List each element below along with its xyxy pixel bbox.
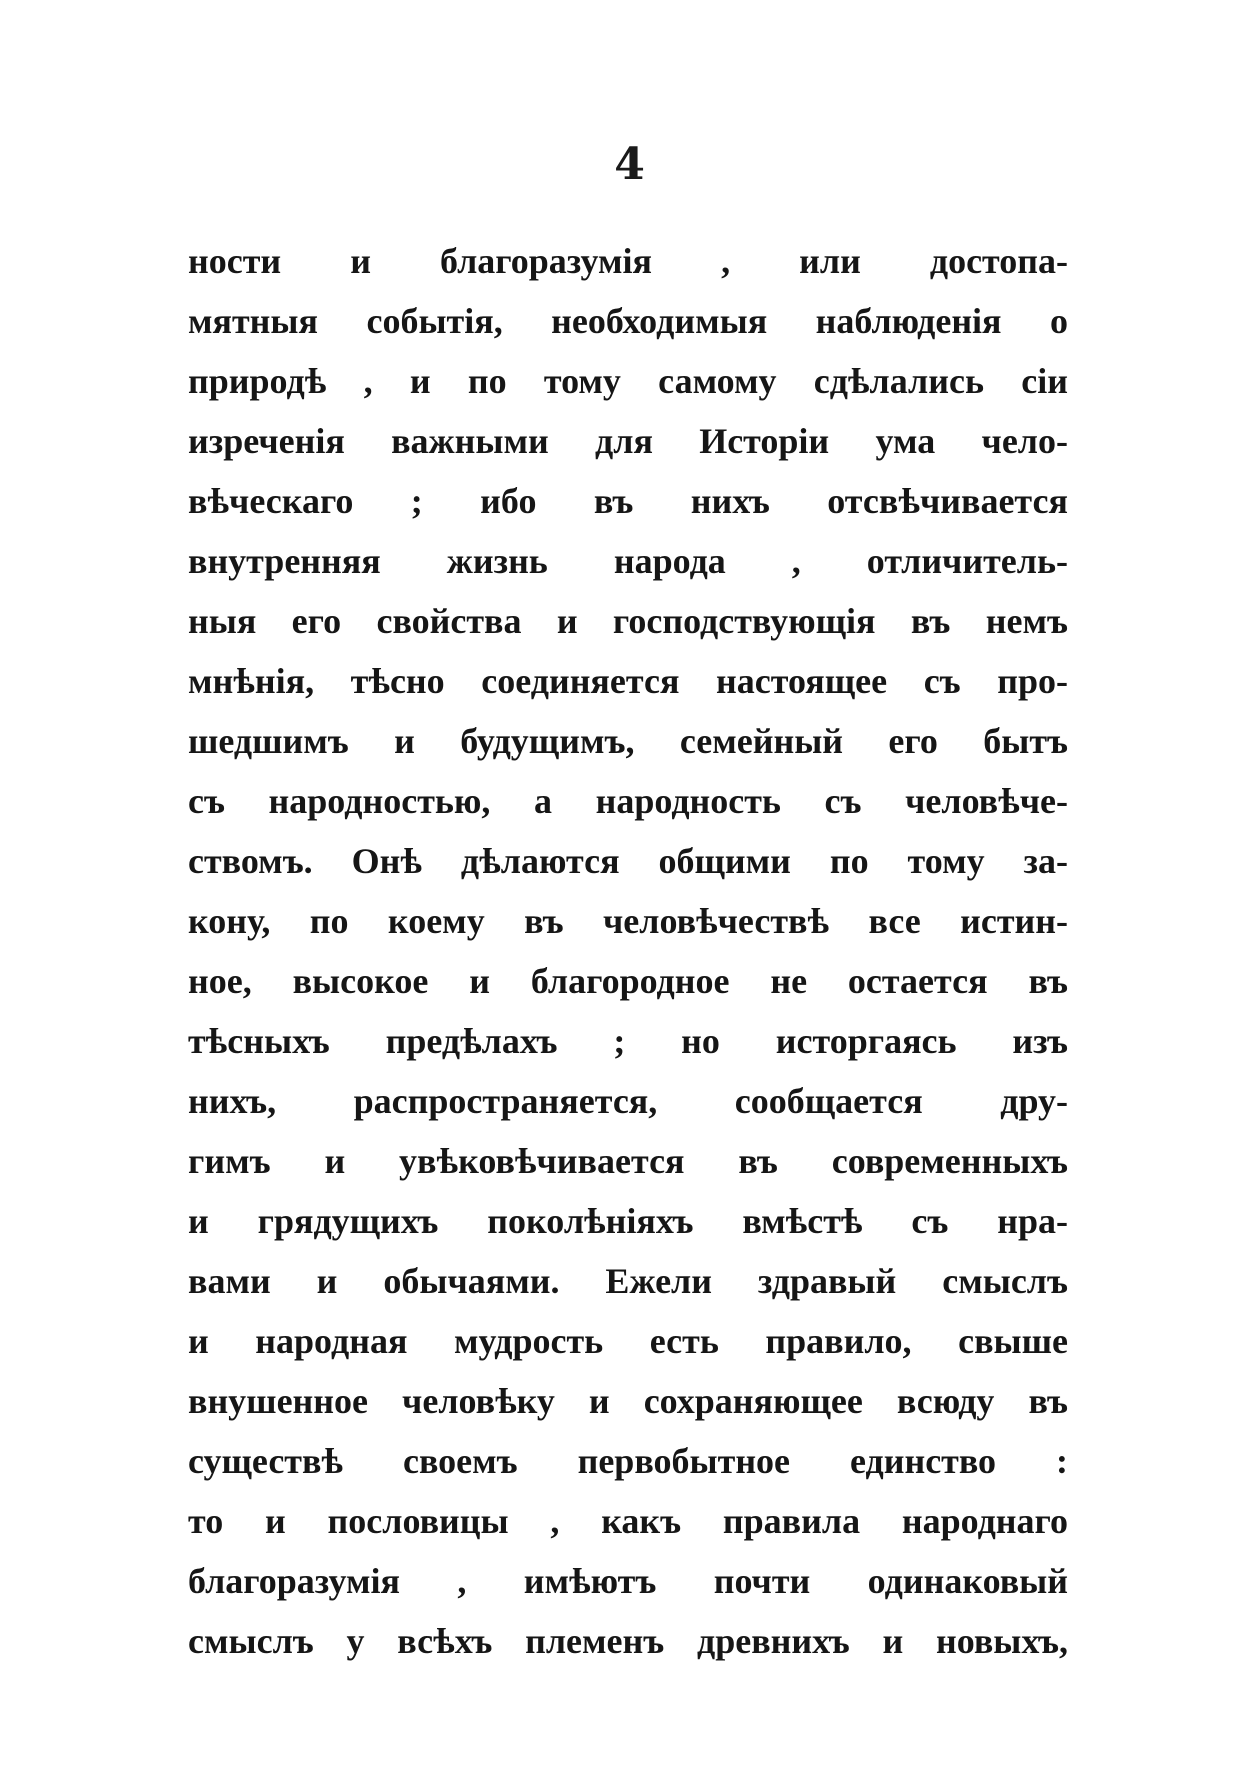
text-line: и народная мудрость есть правило, свыше [188,1321,1068,1361]
text-line: благоразумія , имѣютъ почти одинаковый [188,1561,1068,1601]
text-line: нихъ, распространяется, сообщается дру- [188,1081,1068,1121]
text-line: вѣческаго ; ибо въ нихъ отсвѣчивается [188,481,1068,521]
body-text [188,231,1068,1671]
text-line: природѣ , и по тому самому сдѣлались сіи [188,361,1068,401]
text-line: ствомъ. Онѣ дѣлаются общими по тому за- [188,841,1068,881]
text-line: мнѣнія, тѣсно соединяется настоящее съ про- [188,661,1068,701]
text-line: съ народностью, а народность съ человѣче- [188,781,1068,821]
text-line: смыслъ у всѣхъ племенъ древнихъ и новыхъ, [188,1621,1068,1661]
text-line: шедшимъ и будущимъ, семейный его бытъ [188,721,1068,761]
text-line: внушенное человѣку и сохраняющее всюду въ [188,1381,1068,1421]
text-line: существѣ своемъ первобытное единство : [188,1441,1068,1481]
page-number: 4 [614,139,645,190]
text-line: гимъ и увѣковѣчивается въ современныхъ [188,1141,1068,1181]
text-line: изреченія важными для Исторіи ума чело- [188,421,1068,461]
text-line: тѣсныхъ предѣлахъ ; но исторгаясь изъ [188,1021,1068,1061]
text-line: ное, высокое и благородное не остается въ [188,961,1068,1001]
text-line: мятныя событія, необходимыя наблюденія о [188,301,1068,341]
text-line: ныя его свойства и господствующія въ немъ [188,601,1068,641]
text-line: внутренняя жизнь народа , отличитель- [188,541,1068,581]
text-line: ности и благоразумія , или достопа- [188,241,1068,281]
text-line: кону, по коему въ человѣчествѣ все истин- [188,901,1068,941]
text-line: и грядущихъ поколѣніяхъ вмѣстѣ съ нра- [188,1201,1068,1241]
text-line: вами и обычаями. Ежели здравый смыслъ [188,1261,1068,1301]
text-line: то и пословицы , какъ правила народнаго [188,1501,1068,1541]
